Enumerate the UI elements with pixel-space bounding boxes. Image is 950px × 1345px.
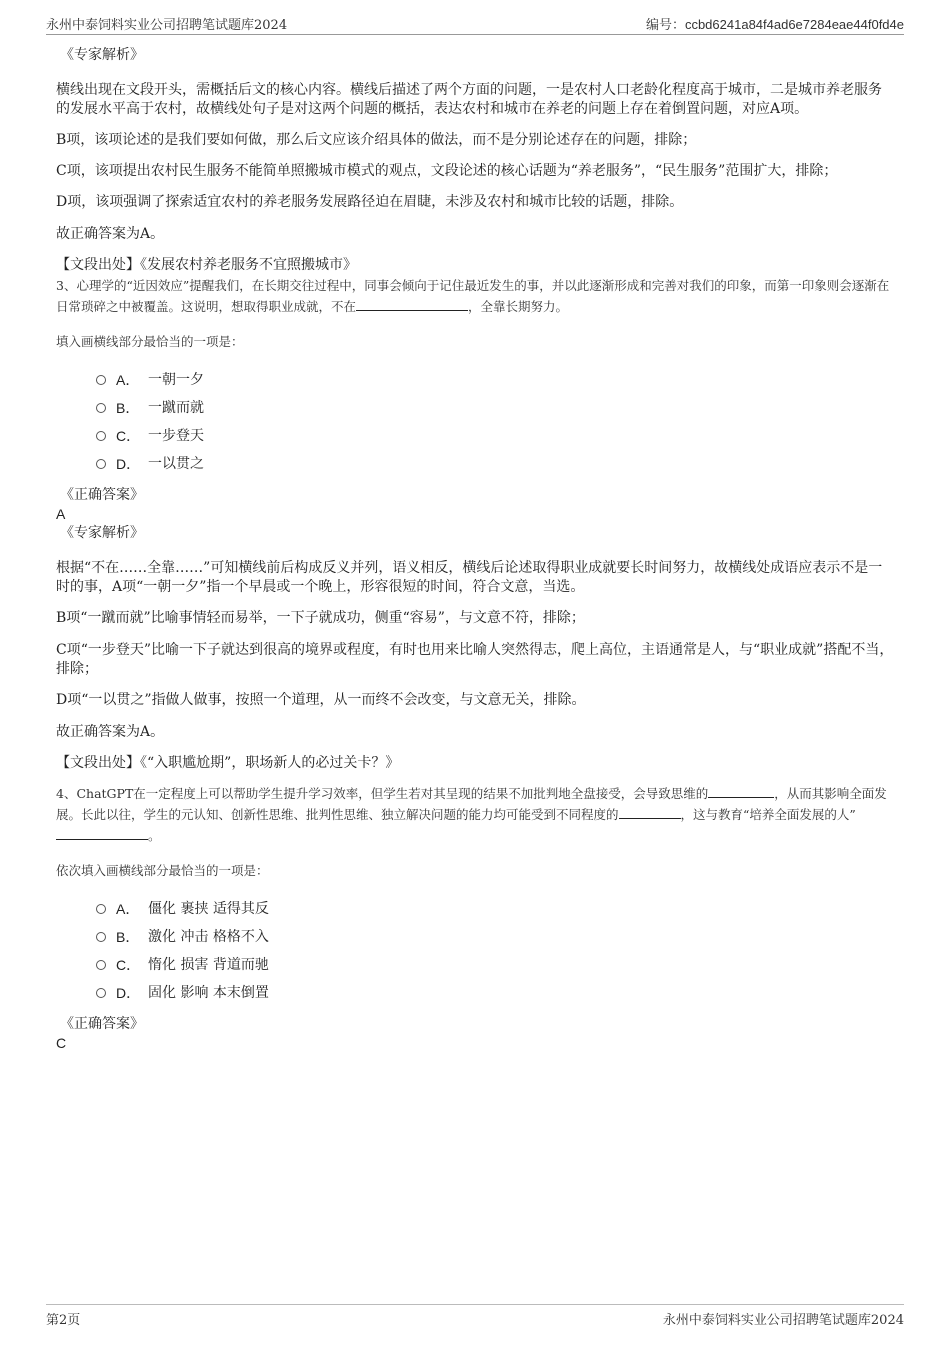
analysis-paragraph: B项，该项论述的是我们要如何做，那么后文应该介绍具体的做法，而不是分别论述存在的问题，排除； xyxy=(56,132,697,148)
conclusion: 故正确答案为A。 xyxy=(56,724,165,740)
option-a[interactable]: A． 一朝一夕 xyxy=(56,366,894,394)
option-d[interactable]: D． 固化 影响 本末倒置 xyxy=(56,979,894,1007)
answer-blank xyxy=(619,806,681,819)
radio-icon[interactable] xyxy=(96,988,106,998)
header-id: 编号：ccbd6241a84f4ad6e7284eae44f0fd4e xyxy=(645,17,904,32)
question-stem: 3、心理学的“近因效应”提醒我们，在长期交往过程中，同事会倾向于记住最近发生的事，并以此逐渐形成和完善对我们的印象，而第一印象则会逐渐在日常琐碎之中被覆盖。这说明，想取得职业成就，不在 ，全靠长期努力。 xyxy=(56,278,890,314)
analysis-label: 《专家解析》 xyxy=(60,47,144,63)
option-a[interactable]: A． 僵化 裹挟 适得其反 xyxy=(56,895,894,923)
radio-icon[interactable] xyxy=(96,904,106,914)
analysis-paragraph: C项，该项提出农村民生服务不能简单照搬城市模式的观点，文段论述的核心话题为“养老服务”，“民生服务”范围扩大，排除； xyxy=(56,163,838,179)
source-citation: 【文段出处】《发展农村养老服务不宜照搬城市》 xyxy=(56,257,357,273)
analysis-label: 《专家解析》 xyxy=(60,525,144,541)
question-prompt: 依次填入画横线部分最恰当的一项是： xyxy=(56,863,269,878)
question-stem: 4、ChatGPT在一定程度上可以帮助学生提升学习效率，但学生若对其呈现的结果不加批判地全盘接受，会导致思维的 ，从而其影响全面发展。长此以往，学生的元认知、创新性思维、批判性思维、独立解决问题的能力均可能受到不同程度的 ，这与教育“培养全面发展的人”。 xyxy=(56,786,887,843)
page-number: 第2页 xyxy=(46,1313,81,1328)
option-d[interactable]: D． 一以贯之 xyxy=(56,450,894,478)
analysis-paragraph: D项，该项强调了探索适宜农村的养老服务发展路径迫在眉睫，未涉及农村和城市比较的话题，排除。 xyxy=(56,194,684,210)
source-citation: 【文段出处】《“入职尴尬期”，职场新人的必过关卡？》 xyxy=(56,755,400,771)
analysis-paragraph: D项“一以贯之”指做人做事，按照一个道理，从一而终不会改变，与文意无关，排除。 xyxy=(56,692,586,708)
option-c[interactable]: C． 惰化 损害 背道而驰 xyxy=(56,951,894,979)
option-b[interactable]: B． 一蹴而就 xyxy=(56,394,894,422)
radio-icon[interactable] xyxy=(96,459,106,469)
answer-blank xyxy=(56,827,148,840)
radio-icon[interactable] xyxy=(96,403,106,413)
option-list xyxy=(56,895,894,1007)
radio-icon[interactable] xyxy=(96,960,106,970)
page-content xyxy=(56,46,894,1053)
page-footer xyxy=(46,1304,904,1327)
answer-blank xyxy=(708,785,774,798)
answer-value: C xyxy=(56,1035,67,1051)
question-prompt: 填入画横线部分最恰当的一项是： xyxy=(56,334,244,349)
answer-blank xyxy=(356,298,468,311)
option-b[interactable]: B． 激化 冲击 格格不入 xyxy=(56,923,894,951)
analysis-paragraph: 根据“不在……全靠……”可知横线前后构成反义并列，语义相反，横线后论述取得职业成就要长时间努力，故横线处成语应表示不是一时的事，A项“一朝一夕”指一个早晨或一个晚上，形容很短的时间，符合文意，当选。 xyxy=(56,560,883,595)
header-title: 永州中泰饲料实业公司招聘笔试题库2024 xyxy=(46,18,288,33)
answer-label: 《正确答案》 xyxy=(60,1016,144,1032)
analysis-paragraph: 横线出现在文段开头，需概括后文的核心内容。横线后描述了两个方面的问题，一是农村人口老龄化程度高于城市，二是城市养老服务的发展水平高于农村，故横线处句子是对这两个问题的概括，表达农村和城市在养老的问题上存在着倒置问题，对应A项。 xyxy=(56,82,882,117)
option-list xyxy=(56,366,894,478)
conclusion: 故正确答案为A。 xyxy=(56,226,165,242)
option-c[interactable]: C． 一步登天 xyxy=(56,422,894,450)
analysis-paragraph: B项“一蹴而就”比喻事情轻而易举，一下子就成功，侧重“容易”，与文意不符，排除； xyxy=(56,610,585,626)
footer-title: 永州中泰饲料实业公司招聘笔试题库2024 xyxy=(662,1313,904,1328)
radio-icon[interactable] xyxy=(96,932,106,942)
radio-icon[interactable] xyxy=(96,431,106,441)
radio-icon[interactable] xyxy=(96,375,106,385)
answer-value: A xyxy=(56,506,66,522)
page-header xyxy=(46,14,904,35)
answer-label: 《正确答案》 xyxy=(60,487,144,503)
analysis-paragraph: C项“一步登天”比喻一下子就达到很高的境界或程度，有时也用来比喻人突然得志，爬上高位，主语通常是人，与“职业成就”搭配不当，排除； xyxy=(56,642,894,677)
